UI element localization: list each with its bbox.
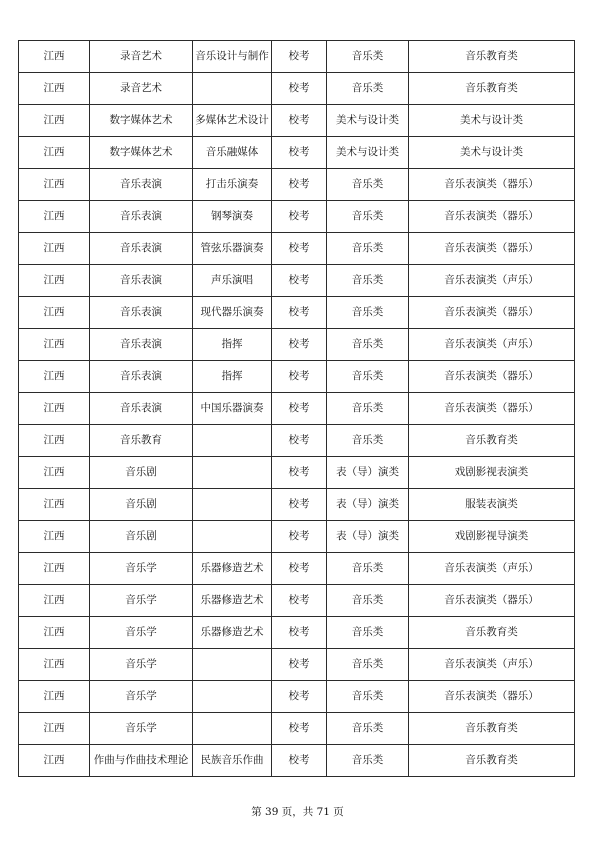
exam-type-cell: 校考: [272, 393, 327, 425]
direction-cell: 中国乐器演奏: [193, 393, 272, 425]
exam-type-cell: 校考: [272, 585, 327, 617]
province-cell: 江西: [19, 329, 90, 361]
major-cell: 音乐剧: [90, 457, 193, 489]
table-body: [19, 41, 575, 777]
direction-cell: [193, 425, 272, 457]
table-row: [19, 745, 575, 777]
category-cell: 音乐类: [327, 329, 409, 361]
province-cell: 江西: [19, 137, 90, 169]
exam-subcategory-cell: 美术与设计类: [409, 105, 575, 137]
category-cell: 音乐类: [327, 361, 409, 393]
major-cell: 音乐表演: [90, 329, 193, 361]
exam-type-cell: 校考: [272, 265, 327, 297]
category-cell: 音乐类: [327, 681, 409, 713]
category-cell: 音乐类: [327, 265, 409, 297]
exam-type-cell: 校考: [272, 329, 327, 361]
exam-type-cell: 校考: [272, 745, 327, 777]
admissions-table: [18, 40, 575, 777]
exam-type-cell: 校考: [272, 361, 327, 393]
major-cell: 音乐表演: [90, 361, 193, 393]
major-cell: 录音艺术: [90, 73, 193, 105]
province-cell: 江西: [19, 521, 90, 553]
direction-cell: 音乐融媒体: [193, 137, 272, 169]
major-cell: 音乐学: [90, 649, 193, 681]
exam-subcategory-cell: 音乐表演类（器乐）: [409, 201, 575, 233]
exam-subcategory-cell: 音乐表演类（器乐）: [409, 361, 575, 393]
major-cell: 音乐表演: [90, 297, 193, 329]
exam-subcategory-cell: 音乐教育类: [409, 745, 575, 777]
major-cell: 音乐教育: [90, 425, 193, 457]
exam-type-cell: 校考: [272, 649, 327, 681]
major-cell: 录音艺术: [90, 41, 193, 73]
table-row: [19, 521, 575, 553]
exam-subcategory-cell: 音乐表演类（声乐）: [409, 329, 575, 361]
direction-cell: 指挥: [193, 361, 272, 393]
exam-subcategory-cell: 音乐表演类（器乐）: [409, 297, 575, 329]
table-row: [19, 457, 575, 489]
table-row: [19, 361, 575, 393]
table-row: [19, 73, 575, 105]
table-row: [19, 713, 575, 745]
exam-subcategory-cell: 音乐表演类（器乐）: [409, 681, 575, 713]
direction-cell: 乐器修造艺术: [193, 585, 272, 617]
category-cell: 音乐类: [327, 617, 409, 649]
exam-type-cell: 校考: [272, 137, 327, 169]
category-cell: 音乐类: [327, 393, 409, 425]
major-cell: 音乐学: [90, 585, 193, 617]
table-row: [19, 649, 575, 681]
province-cell: 江西: [19, 393, 90, 425]
category-cell: 音乐类: [327, 73, 409, 105]
direction-cell: [193, 521, 272, 553]
exam-type-cell: 校考: [272, 169, 327, 201]
exam-type-cell: 校考: [272, 201, 327, 233]
exam-type-cell: 校考: [272, 681, 327, 713]
exam-subcategory-cell: 服装表演类: [409, 489, 575, 521]
major-cell: 音乐剧: [90, 521, 193, 553]
province-cell: 江西: [19, 585, 90, 617]
exam-subcategory-cell: 音乐表演类（器乐）: [409, 233, 575, 265]
major-cell: 音乐表演: [90, 393, 193, 425]
direction-cell: 指挥: [193, 329, 272, 361]
table-row: [19, 41, 575, 73]
exam-subcategory-cell: 音乐教育类: [409, 425, 575, 457]
exam-type-cell: 校考: [272, 713, 327, 745]
category-cell: 音乐类: [327, 297, 409, 329]
exam-subcategory-cell: 音乐教育类: [409, 713, 575, 745]
direction-cell: [193, 681, 272, 713]
direction-cell: 现代器乐演奏: [193, 297, 272, 329]
exam-subcategory-cell: 音乐表演类（声乐）: [409, 265, 575, 297]
major-cell: 音乐学: [90, 617, 193, 649]
exam-subcategory-cell: 音乐教育类: [409, 41, 575, 73]
direction-cell: [193, 457, 272, 489]
category-cell: 表（导）演类: [327, 489, 409, 521]
province-cell: 江西: [19, 681, 90, 713]
province-cell: 江西: [19, 425, 90, 457]
exam-type-cell: 校考: [272, 297, 327, 329]
category-cell: 音乐类: [327, 553, 409, 585]
exam-type-cell: 校考: [272, 457, 327, 489]
table-row: [19, 681, 575, 713]
province-cell: 江西: [19, 361, 90, 393]
table-row: [19, 137, 575, 169]
exam-type-cell: 校考: [272, 233, 327, 265]
direction-cell: 乐器修造艺术: [193, 617, 272, 649]
category-cell: 音乐类: [327, 713, 409, 745]
category-cell: 音乐类: [327, 169, 409, 201]
exam-type-cell: 校考: [272, 521, 327, 553]
province-cell: 江西: [19, 297, 90, 329]
province-cell: 江西: [19, 489, 90, 521]
table-row: [19, 169, 575, 201]
direction-cell: [193, 713, 272, 745]
province-cell: 江西: [19, 265, 90, 297]
category-cell: 音乐类: [327, 649, 409, 681]
exam-subcategory-cell: 美术与设计类: [409, 137, 575, 169]
province-cell: 江西: [19, 713, 90, 745]
exam-type-cell: 校考: [272, 105, 327, 137]
exam-subcategory-cell: 音乐教育类: [409, 73, 575, 105]
major-cell: 音乐表演: [90, 233, 193, 265]
exam-subcategory-cell: 音乐表演类（器乐）: [409, 169, 575, 201]
table-row: [19, 489, 575, 521]
province-cell: 江西: [19, 105, 90, 137]
major-cell: 音乐学: [90, 713, 193, 745]
province-cell: 江西: [19, 745, 90, 777]
direction-cell: 打击乐演奏: [193, 169, 272, 201]
province-cell: 江西: [19, 73, 90, 105]
exam-type-cell: 校考: [272, 73, 327, 105]
direction-cell: [193, 73, 272, 105]
category-cell: 美术与设计类: [327, 137, 409, 169]
page-footer: 第 39 页，共 71 页: [251, 806, 344, 818]
category-cell: 音乐类: [327, 201, 409, 233]
province-cell: 江西: [19, 649, 90, 681]
table-row: [19, 329, 575, 361]
table-row: [19, 553, 575, 585]
province-cell: 江西: [19, 41, 90, 73]
province-cell: 江西: [19, 457, 90, 489]
exam-type-cell: 校考: [272, 553, 327, 585]
table-row: [19, 393, 575, 425]
major-cell: 数字媒体艺术: [90, 105, 193, 137]
major-cell: 作曲与作曲技术理论: [90, 745, 193, 777]
direction-cell: 音乐设计与制作: [193, 41, 272, 73]
table-row: [19, 201, 575, 233]
category-cell: 音乐类: [327, 425, 409, 457]
province-cell: 江西: [19, 169, 90, 201]
exam-subcategory-cell: 戏剧影视表演类: [409, 457, 575, 489]
exam-subcategory-cell: 音乐表演类（器乐）: [409, 393, 575, 425]
direction-cell: 民族音乐作曲: [193, 745, 272, 777]
direction-cell: 乐器修造艺术: [193, 553, 272, 585]
major-cell: 音乐表演: [90, 169, 193, 201]
major-cell: 音乐剧: [90, 489, 193, 521]
direction-cell: [193, 489, 272, 521]
category-cell: 音乐类: [327, 41, 409, 73]
direction-cell: 声乐演唱: [193, 265, 272, 297]
category-cell: 音乐类: [327, 233, 409, 265]
exam-subcategory-cell: 音乐表演类（声乐）: [409, 649, 575, 681]
category-cell: 音乐类: [327, 745, 409, 777]
exam-type-cell: 校考: [272, 617, 327, 649]
exam-subcategory-cell: 音乐教育类: [409, 617, 575, 649]
table-row: [19, 297, 575, 329]
direction-cell: 管弦乐器演奏: [193, 233, 272, 265]
major-cell: 音乐表演: [90, 201, 193, 233]
table-row: [19, 233, 575, 265]
province-cell: 江西: [19, 617, 90, 649]
table-row: [19, 105, 575, 137]
province-cell: 江西: [19, 233, 90, 265]
direction-cell: [193, 649, 272, 681]
category-cell: 表（导）演类: [327, 521, 409, 553]
exam-subcategory-cell: 音乐表演类（器乐）: [409, 585, 575, 617]
exam-type-cell: 校考: [272, 489, 327, 521]
table-row: [19, 617, 575, 649]
major-cell: 音乐表演: [90, 265, 193, 297]
exam-type-cell: 校考: [272, 41, 327, 73]
major-cell: 数字媒体艺术: [90, 137, 193, 169]
table-row: [19, 265, 575, 297]
major-cell: 音乐学: [90, 553, 193, 585]
province-cell: 江西: [19, 553, 90, 585]
exam-type-cell: 校考: [272, 425, 327, 457]
major-cell: 音乐学: [90, 681, 193, 713]
direction-cell: 多媒体艺术设计: [193, 105, 272, 137]
category-cell: 音乐类: [327, 585, 409, 617]
exam-subcategory-cell: 戏剧影视导演类: [409, 521, 575, 553]
exam-subcategory-cell: 音乐表演类（声乐）: [409, 553, 575, 585]
category-cell: 表（导）演类: [327, 457, 409, 489]
direction-cell: 钢琴演奏: [193, 201, 272, 233]
province-cell: 江西: [19, 201, 90, 233]
table-row: [19, 585, 575, 617]
table-row: [19, 425, 575, 457]
category-cell: 美术与设计类: [327, 105, 409, 137]
